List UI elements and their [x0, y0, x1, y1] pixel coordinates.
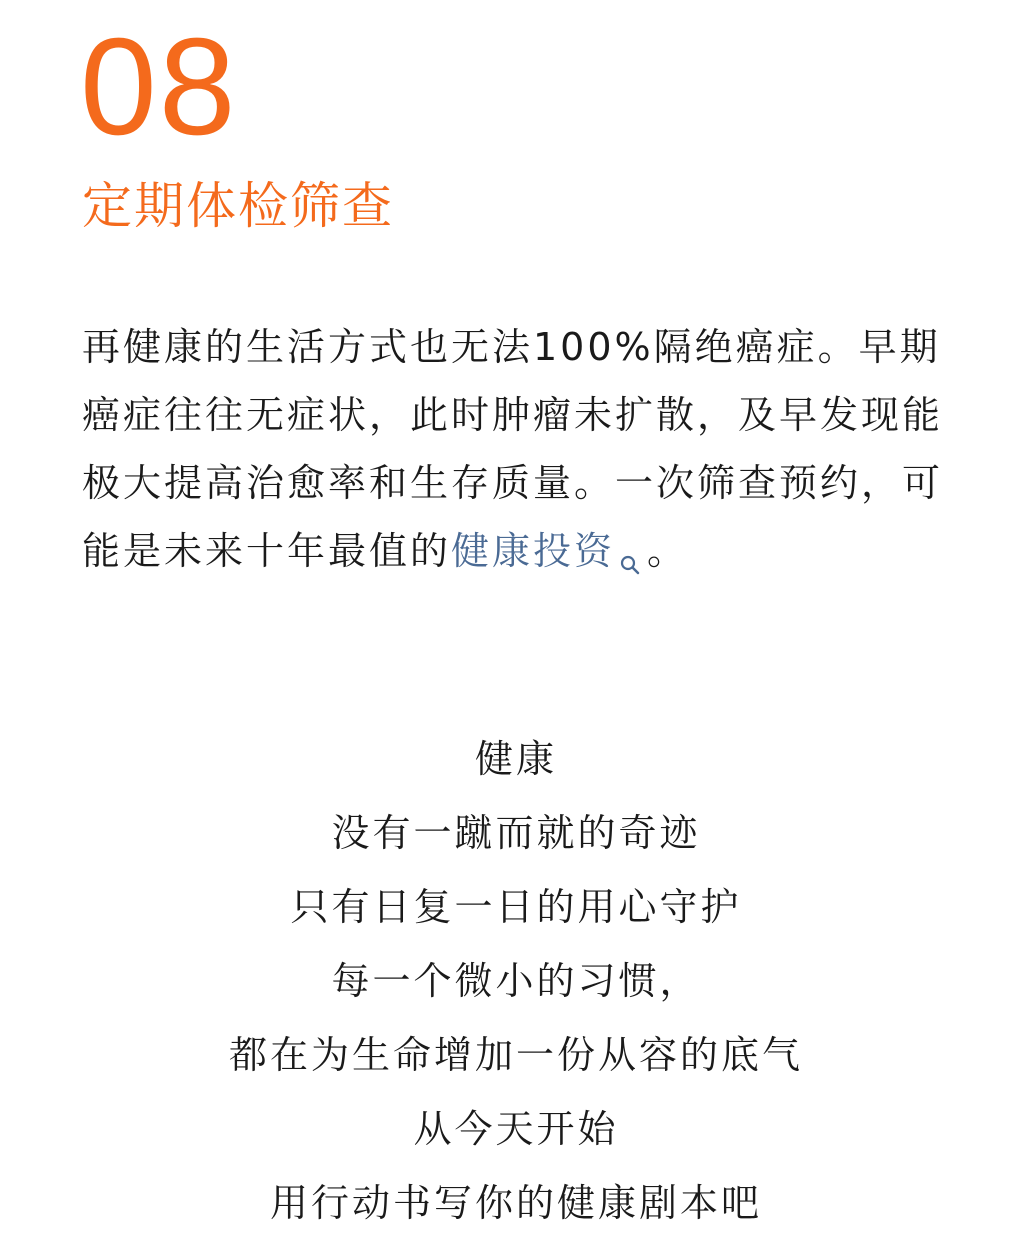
health-investment-link[interactable]: 健康投资	[451, 529, 616, 573]
poem-line: 用行动书写你的健康剧本吧	[269, 1181, 762, 1225]
section-title: 定期体检筛查	[82, 177, 394, 235]
poem-line: 每一个微小的习惯，	[331, 959, 701, 1003]
poem-line: 只有日复一日的用心守护	[290, 885, 742, 929]
paragraph-end: 。	[647, 529, 689, 573]
poem-line: 都在为生命增加一份从容的底气	[228, 1033, 803, 1077]
poem-line: 健康	[474, 737, 557, 781]
body-paragraph	[82, 313, 967, 585]
section-number: 08	[80, 10, 238, 164]
poem-line: 没有一蹴而就的奇迹	[331, 811, 701, 855]
closing-poem	[0, 722, 1032, 1240]
search-icon[interactable]	[619, 529, 641, 551]
poem-line: 从今天开始	[413, 1107, 619, 1151]
paragraph-text: 再健康的生活方式也无法100%隔绝癌症。早期癌症往往无症状，此时肿瘤未扩散，及早发现能极大提高治愈率和生存质量。一次筛查预约，可能是未来十年最值的	[82, 325, 944, 573]
